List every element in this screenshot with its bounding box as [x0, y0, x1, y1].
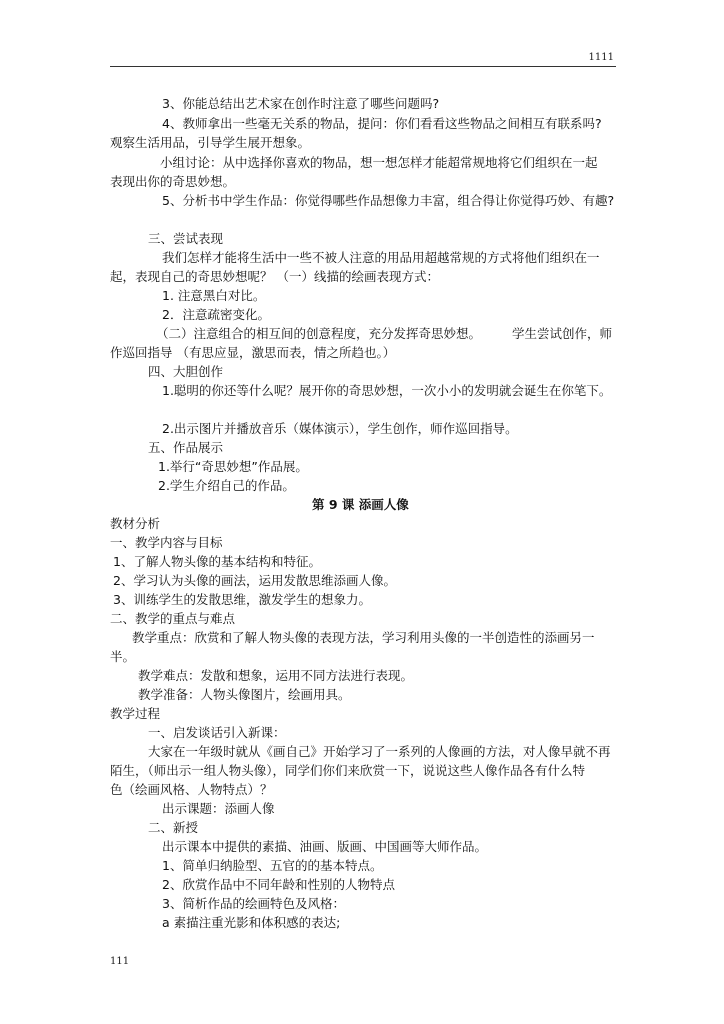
- text-line: 教学准备：人物头像图片，绘画用具。: [138, 687, 351, 702]
- text-line: 起，表现自己的奇思妙想呢？ （一）线描的绘画表现方式：: [110, 269, 439, 284]
- section-heading: 五、作品展示: [148, 440, 224, 455]
- section-heading: 一、教学内容与目标: [110, 535, 223, 550]
- text-line: 3、简析作品的绘画特色及风格：: [162, 896, 345, 911]
- text-line: 出示课本中提供的素描、油画、版画、中国画等大师作品。: [162, 839, 488, 854]
- text-line: 3、你能总结出艺术家在创作时注意了哪些问题吗?: [162, 96, 440, 111]
- text-line: 2.学生介绍自己的作品。: [158, 478, 295, 493]
- text-line: 陌生，（师出示一组人物头像），同学们你们来欣赏一下，说说这些人像作品各有什么特: [110, 763, 586, 778]
- text-line: a 素描注重光影和体积感的表达;: [162, 915, 341, 930]
- text-line: 我们怎样才能将生活中一些不被人注意的用品用超越常规的方式将他们组织在一: [162, 250, 600, 265]
- text-line: 大家在一年级时就从《画自己》开始学习了一系列的人像画的方法，对人像早就不再: [148, 744, 611, 759]
- text-line: 5、分析书中学生作品：你觉得哪些作品想像力丰富，组合得让你觉得巧妙、有趣?: [162, 193, 615, 208]
- section-heading: 教材分析: [110, 516, 161, 531]
- text-line: 1. 注意黑白对比。: [162, 288, 266, 303]
- section-heading: 二、教学的重点与难点: [110, 611, 236, 626]
- text-line: 4、教师拿出一些毫无关系的物品，提问：你们看看这些物品之间相互有联系吗?: [162, 116, 602, 131]
- lesson-title: 第 9 课 添画人像: [312, 497, 409, 512]
- header-page-number: 1111: [588, 52, 614, 63]
- text-line: 2、学习认为头像的画法，运用发散思维添画人像。: [113, 573, 396, 588]
- text-line: 教学难点：发散和想象，运用不同方法进行表现。: [138, 668, 414, 683]
- text-line: 2.出示图片并播放音乐（媒体演示），学生创作，师作巡回指导。: [162, 421, 518, 436]
- section-heading: 教学过程: [110, 706, 161, 721]
- text-line: 2、欣赏作品中不同年龄和性别的人物特点: [162, 877, 395, 892]
- text-line: 1.举行“奇思妙想”作品展。: [158, 459, 308, 474]
- text-line: （二）注意组合的相互间的创意程度，充分发挥奇思妙想。: [156, 326, 482, 341]
- text-line: 2．注意疏密变化。: [162, 307, 270, 322]
- text-line: 1、简单归纳脸型、五官的的基本特点。: [162, 858, 383, 873]
- text-line: 色（绘画风格、人物特点）？: [110, 782, 273, 797]
- header-rule: [110, 66, 616, 67]
- text-line: 教学重点：欣赏和了解人物头像的表现方法，学习利用头像的一半创造性的添画另一: [132, 630, 595, 645]
- text-line: 作巡回指导 （有思应显，激思而表，情之所趋也。）: [110, 345, 396, 360]
- text-line: 3、训练学生的发散思维，激发学生的想象力。: [113, 592, 371, 607]
- section-heading: 一、启发谈话引入新课：: [148, 725, 286, 740]
- text-line: 小组讨论：从中选择你喜欢的物品，想一想怎样才能超常规地将它们组织在一起: [160, 155, 598, 170]
- text-line: 出示课题：添画人像: [162, 801, 275, 816]
- text-line: 半。: [110, 649, 136, 664]
- text-line: 1.聪明的你还等什么呢？展开你的奇思妙想，一次小小的发明就会诞生在你笔下。: [162, 383, 612, 398]
- section-heading: 四、大胆创作: [148, 364, 224, 379]
- section-heading: 三、尝试表现: [148, 231, 224, 246]
- section-heading: 二、新授: [148, 820, 199, 835]
- text-line: 1、了解人物头像的基本结构和特征。: [113, 554, 321, 569]
- text-line: 学生尝试创作，师: [512, 326, 613, 341]
- text-line: 表现出你的奇思妙想。: [110, 174, 236, 189]
- footer-page-number: 111: [110, 956, 130, 967]
- text-line: 观察生活用品，引导学生展开想象。: [110, 135, 311, 150]
